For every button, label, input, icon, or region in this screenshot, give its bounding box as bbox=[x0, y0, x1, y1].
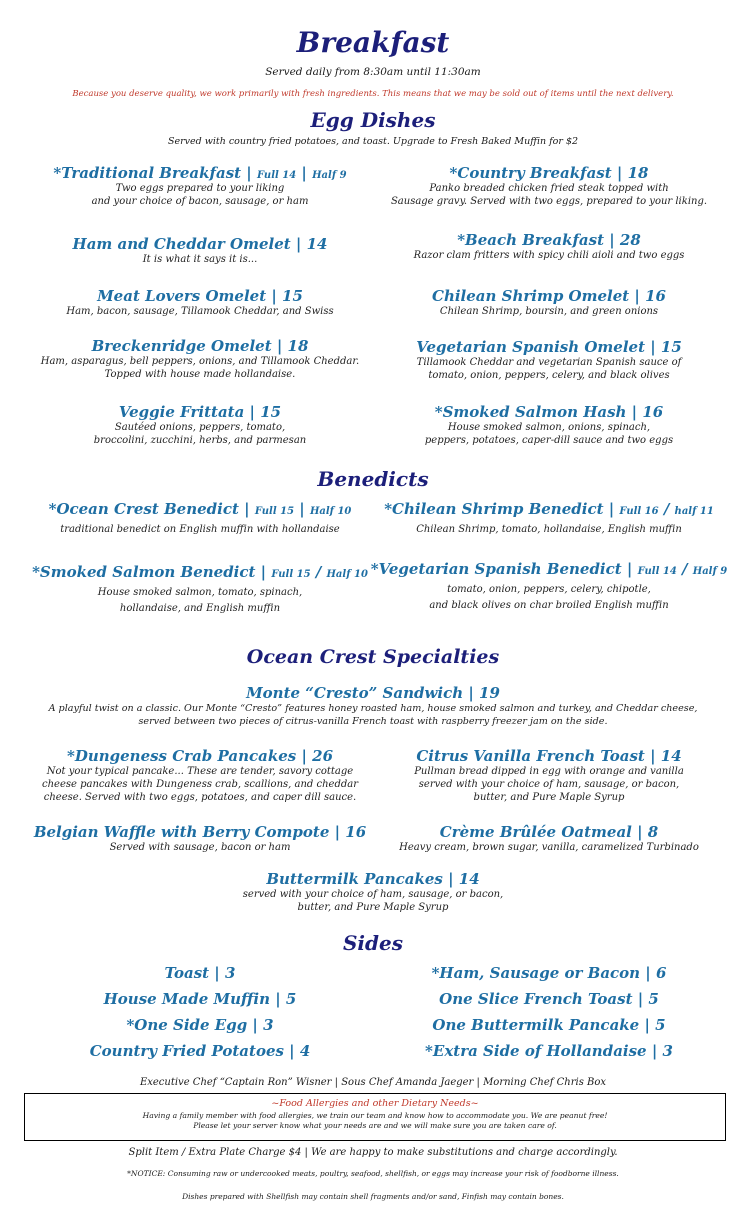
dish-desc: tomato, onion, peppers, celery, and black olives bbox=[428, 370, 670, 381]
dish-name: Citrus Vanilla French Toast | 14 bbox=[416, 747, 682, 765]
dish-desc: Served with sausage, bacon or ham bbox=[109, 842, 291, 853]
price-separator: | bbox=[296, 164, 313, 182]
price-separator: / bbox=[310, 563, 327, 581]
dish-desc: Two eggs prepared to your liking bbox=[115, 183, 285, 194]
dish-desc: served between two pieces of citrus-vanilla French toast with raspberry freezer jam on the side. bbox=[138, 716, 608, 727]
half-price: Half 9 bbox=[312, 170, 347, 181]
dish-name: *Beach Breakfast | 28 bbox=[457, 231, 641, 249]
side-item: *One Side Egg | 3 bbox=[126, 1016, 274, 1034]
dish-desc: Topped with house made hollandaise. bbox=[104, 369, 296, 380]
menu-item-creme-brulee-oatmeal bbox=[352, 823, 746, 854]
sides-right-column bbox=[352, 964, 746, 1068]
menu-item-vegetarian-spanish-benedict bbox=[352, 560, 746, 612]
dish-desc: Razor clam fritters with spicy chili aioli and two eggs bbox=[413, 250, 685, 261]
price-separator: / bbox=[658, 500, 675, 518]
half-price: Half 10 bbox=[309, 506, 352, 517]
dish-desc: Sautéed onions, peppers, tomato, bbox=[114, 422, 286, 433]
menu-item-smoked-salmon-benedict bbox=[0, 563, 400, 615]
dish-desc: and black olives on char broiled English muffin bbox=[429, 600, 669, 611]
menu-item-meat-lovers-omelet bbox=[0, 287, 400, 318]
dish-name: *Vegetarian Spanish Benedict | bbox=[370, 560, 638, 578]
allergy-box bbox=[24, 1093, 726, 1141]
price-separator: / bbox=[676, 560, 693, 578]
dish-desc: hollandaise, and English muffin bbox=[119, 603, 281, 614]
full-price: Full 14 bbox=[637, 566, 677, 577]
dish-desc: tomato, onion, peppers, celery, chipotle, bbox=[447, 584, 651, 595]
dish-name: *Smoked Salmon Benedict | bbox=[32, 563, 272, 581]
dish-desc: Sausage gravy. Served with two eggs, prepared to your liking. bbox=[390, 196, 708, 207]
menu-item-chilean-shrimp-benedict bbox=[352, 500, 746, 536]
served-hours: Served daily from 8:30am until 11:30am bbox=[265, 66, 481, 78]
dish-name: *Dungeness Crab Pancakes | 26 bbox=[66, 747, 334, 765]
dish-name: *Ocean Crest Benedict | bbox=[48, 500, 255, 518]
menu-item-belgian-waffle bbox=[0, 823, 400, 854]
allergy-line: Having a family member with food allergies, we train our team and know how to accommodate you. We are peanut free! bbox=[142, 1111, 608, 1120]
half-price: Half 9 bbox=[692, 566, 728, 577]
allergy-title: ~Food Allergies and other Dietary Needs~ bbox=[271, 1098, 479, 1109]
dish-desc: Chilean Shrimp, boursin, and green onions bbox=[439, 306, 659, 317]
dish-name: Buttermilk Pancakes | 14 bbox=[266, 870, 480, 888]
menu-item-dungeness-crab-pancakes bbox=[0, 747, 400, 804]
dish-desc: and your choice of bacon, sausage, or ham bbox=[91, 196, 309, 207]
dish-name: *Smoked Salmon Hash | 16 bbox=[434, 403, 664, 421]
menu-item-citrus-vanilla-french-toast bbox=[352, 747, 746, 804]
dish-desc: House smoked salmon, onions, spinach, bbox=[447, 422, 651, 433]
side-item: Toast | 3 bbox=[164, 964, 236, 982]
menu-item-monte-cresto bbox=[0, 684, 746, 728]
dish-name: Crème Brûlée Oatmeal | 8 bbox=[439, 823, 659, 841]
page-title: Breakfast bbox=[296, 26, 450, 59]
dish-desc: served with your choice of ham, sausage, or bacon, bbox=[418, 779, 680, 790]
dish-desc: Heavy cream, brown sugar, vanilla, caramelized Turbinado bbox=[399, 842, 699, 853]
dish-name: *Traditional Breakfast | bbox=[53, 164, 257, 182]
dish-name: Belgian Waffle with Berry Compote | 16 bbox=[33, 823, 367, 841]
dish-name: Breckenridge Omelet | 18 bbox=[91, 337, 309, 355]
allergy-line: Please let your server know what your needs are and we will make sure you are taken care of. bbox=[193, 1121, 557, 1130]
benedicts-heading: Benedicts bbox=[317, 467, 429, 491]
dish-desc: traditional benedict on English muffin with hollandaise bbox=[60, 524, 340, 535]
menu-item-beach-breakfast bbox=[352, 231, 746, 262]
dish-desc: cheese. Served with two eggs, potatoes, and caper dill sauce. bbox=[43, 792, 357, 803]
dish-desc: Ham, bacon, sausage, Tillamook Cheddar, and Swiss bbox=[66, 306, 334, 317]
dish-desc: butter, and Pure Maple Syrup bbox=[297, 902, 449, 913]
dish-desc: A playful twist on a classic. Our Monte “Cresto” features honey roasted ham, house smoked salmon and turkey, and Cheddar cheese, bbox=[48, 703, 698, 714]
menu-item-buttermilk-pancakes bbox=[0, 870, 746, 914]
dish-desc: Pullman bread dipped in egg with orange and vanilla bbox=[414, 766, 684, 777]
dish-desc: Panko breaded chicken fried steak topped with bbox=[429, 183, 669, 194]
dish-name: Monte “Cresto” Sandwich | 19 bbox=[246, 684, 500, 702]
quality-note: Because you deserve quality, we work primarily with fresh ingredients. This means that we may be sold out of items until the next delivery. bbox=[72, 89, 674, 99]
side-item: *Ham, Sausage or Bacon | 6 bbox=[431, 964, 667, 982]
side-item: House Made Muffin | 5 bbox=[103, 990, 297, 1008]
dish-desc: Tillamook Cheddar and vegetarian Spanish sauce of bbox=[416, 357, 682, 368]
sides-heading: Sides bbox=[342, 931, 403, 955]
full-price: Full 14 bbox=[257, 170, 297, 181]
half-price: Half 10 bbox=[326, 569, 368, 580]
menu-item-veggie-frittata bbox=[0, 403, 400, 447]
dish-name: *Country Breakfast | 18 bbox=[449, 164, 649, 182]
menu-item-country-breakfast bbox=[352, 164, 746, 208]
egg-dishes-subtitle: Served with country fried potatoes, and toast. Upgrade to Fresh Baked Muffin for $2 bbox=[167, 136, 579, 147]
specialties-heading: Ocean Crest Specialties bbox=[246, 646, 500, 668]
menu-item-smoked-salmon-hash bbox=[352, 403, 746, 447]
dish-desc: Ham, asparagus, bell peppers, onions, and Tillamook Cheddar. bbox=[40, 356, 360, 367]
dish-name: Meat Lovers Omelet | 15 bbox=[97, 287, 303, 305]
split-charge-note: Split Item / Extra Plate Charge $4 | We are happy to make substitutions and charge accordingly. bbox=[128, 1147, 618, 1158]
dish-desc: Not your typical pancake... These are tender, savory cottage bbox=[46, 766, 354, 777]
food-safety-notice: *NOTICE: Consuming raw or undercooked meats, poultry, seafood, shellfish, or eggs may increase your risk of foodborne illness. bbox=[127, 1169, 619, 1178]
dish-desc: cheese pancakes with Dungeness crab, scallions, and cheddar bbox=[41, 779, 358, 790]
full-price: Full 15 bbox=[254, 506, 295, 517]
menu-item-vegetarian-spanish-omelet bbox=[352, 338, 746, 382]
egg-dishes-heading: Egg Dishes bbox=[310, 108, 436, 132]
price-separator: | bbox=[294, 500, 310, 518]
side-item: *Extra Side of Hollandaise | 3 bbox=[425, 1042, 673, 1060]
dish-name: Veggie Frittata | 15 bbox=[118, 403, 282, 421]
menu-item-ham-cheddar-omelet bbox=[0, 235, 400, 266]
menu-item-ocean-crest-benedict bbox=[0, 500, 400, 536]
side-item: One Buttermilk Pancake | 5 bbox=[432, 1016, 666, 1034]
dish-name: Ham and Cheddar Omelet | 14 bbox=[72, 235, 328, 253]
dish-desc: House smoked salmon, tomato, spinach, bbox=[97, 587, 303, 598]
dish-name: *Chilean Shrimp Benedict | bbox=[384, 500, 620, 518]
dish-desc: peppers, potatoes, caper-dill sauce and two eggs bbox=[424, 435, 674, 446]
dish-desc: Chilean Shrimp, tomato, hollandaise, English muffin bbox=[416, 524, 682, 535]
menu-item-chilean-shrimp-omelet bbox=[352, 287, 746, 318]
sides-left-column bbox=[0, 964, 400, 1068]
menu-item-traditional-breakfast bbox=[0, 164, 400, 208]
dish-desc: It is what it says it is... bbox=[142, 254, 258, 265]
dish-desc: broccolini, zucchini, herbs, and parmesan bbox=[93, 435, 307, 446]
side-item: One Slice French Toast | 5 bbox=[439, 990, 659, 1008]
full-price: Full 16 bbox=[619, 506, 659, 517]
dish-name: Vegetarian Spanish Omelet | 15 bbox=[416, 338, 682, 356]
dish-desc: served with your choice of ham, sausage, or bacon, bbox=[242, 889, 504, 900]
chef-credits: Executive Chef “Captain Ron” Wisner | Sous Chef Amanda Jaeger | Morning Chef Chris Box bbox=[139, 1077, 607, 1088]
shellfish-notice: Dishes prepared with Shellfish may contain shell fragments and/or sand, Finfish may contain bones. bbox=[182, 1192, 564, 1201]
full-price: Full 15 bbox=[271, 569, 311, 580]
side-item: Country Fried Potatoes | 4 bbox=[89, 1042, 311, 1060]
dish-desc: butter, and Pure Maple Syrup bbox=[473, 792, 625, 803]
half-price: half 11 bbox=[674, 506, 714, 517]
dish-name: Chilean Shrimp Omelet | 16 bbox=[432, 287, 666, 305]
menu-item-breckenridge-omelet bbox=[0, 337, 400, 381]
